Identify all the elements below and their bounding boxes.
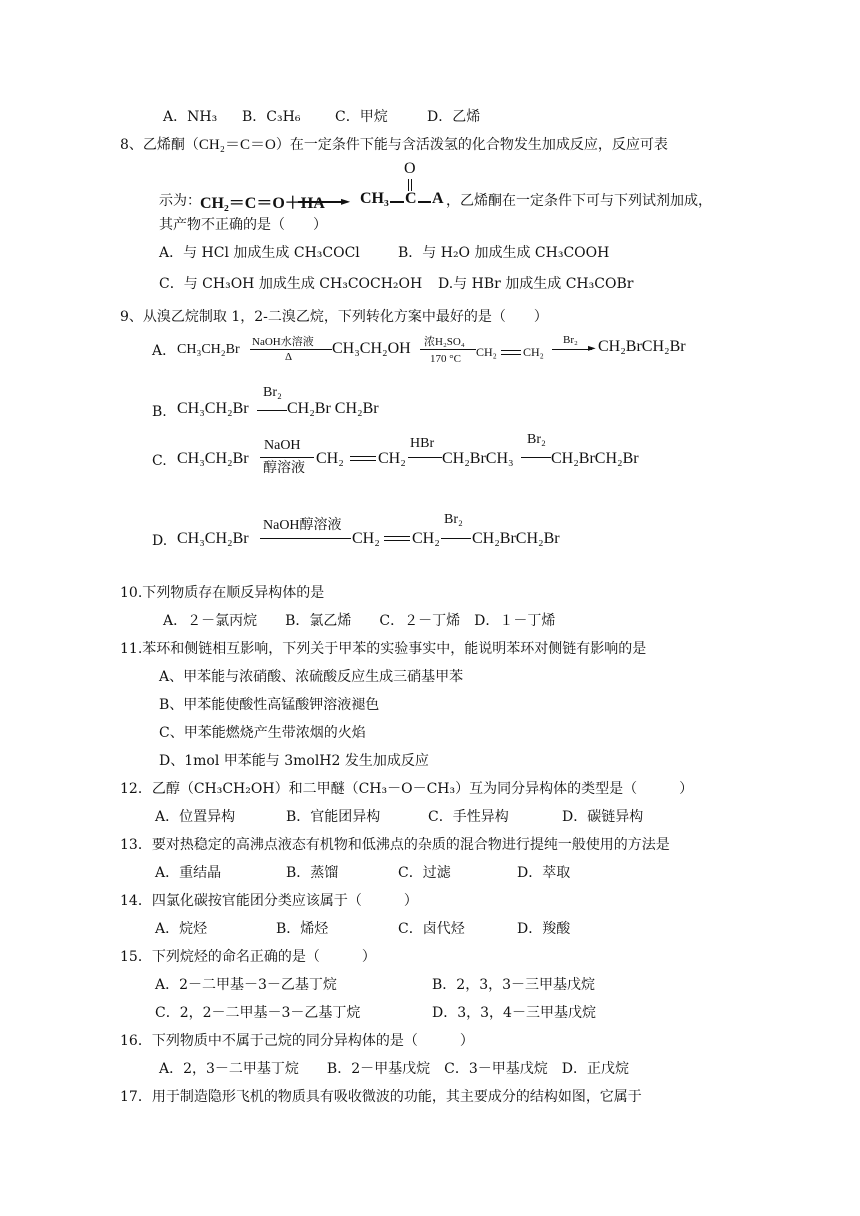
q7-option-a: A．NH₃ [163, 109, 218, 125]
q9-d-product: CH₂BrCH₂Br [472, 530, 560, 547]
q7-option-b: B．C₃H₆ [242, 109, 301, 125]
q9-b-cond1: Br₂ [263, 385, 282, 400]
q9-d-double-bond [384, 536, 410, 541]
q9-a-arrow2 [420, 349, 476, 350]
q9-a-s2: CH₃CH₂OH [332, 340, 411, 357]
q9-a-arrow-head-icon: ► [588, 343, 596, 354]
q8-line2-prefix: 示为： [159, 193, 201, 209]
q14-option-d: D．羧酸 [517, 921, 571, 937]
q13-option-d: D．萃取 [517, 865, 571, 881]
q8-eq-arrow [298, 201, 346, 203]
q12-option-a: A．位置异构 [155, 809, 236, 825]
q9-option-d [0, 512, 860, 557]
q8-eq-a: A [432, 190, 444, 207]
q9-a-cond1: NaOH水溶液 [252, 336, 314, 348]
q8-double-bond-b [411, 179, 413, 191]
q9-c-arrow1 [260, 457, 314, 458]
q9-d-s1: CH₃CH₂Br [177, 530, 249, 547]
q9-d-arrow1 [260, 538, 351, 539]
q8-option-d: D.与 HBr 加成生成 CH₃COBr [438, 276, 634, 292]
q8-double-bond-a [408, 179, 410, 191]
q15-stem: 15．下列烷烃的命名正确的是（ ） [120, 949, 376, 965]
q14-stem: 14．四氯化碳按官能团分类应该属于（ ） [120, 893, 418, 909]
q9-c-arrow2 [408, 457, 442, 458]
q11-option-d: D、1mol 甲苯能与 3molH2 发生加成反应 [159, 753, 429, 769]
q10-options: A．２－氯丙烷 B．氯乙烯 C．２－丁烯 D．１－丁烯 [163, 613, 556, 629]
q11-option-c: C、甲苯能燃烧产生带浓烟的火焰 [159, 725, 366, 741]
q9-c-s2b: CH₂ [378, 450, 406, 467]
q16-stem: 16．下列物质中不属于己烷的同分异构体的是（ ） [120, 1033, 474, 1049]
q9-option-c [0, 432, 860, 477]
q9-stem: 9、从溴乙烷制取 1，2-二溴乙烷，下列转化方案中最好的是（ ） [120, 309, 548, 325]
q9-b-arrow [257, 410, 287, 411]
q9-c-label: C. [152, 453, 167, 469]
q12-option-c: C．手性异构 [428, 809, 509, 825]
q9-option-a [0, 330, 860, 375]
q9-c-cond2: HBr [410, 436, 435, 451]
q9-c-s3: CH₂BrCH₃ [442, 450, 514, 467]
q8-line3: 其产物不正确的是（ ） [159, 217, 327, 233]
q9-a-product: CH₂BrCH₂Br [598, 338, 686, 355]
q8-line2-suffix: ，乙烯酮在一定条件下可与下列试剂加成， [446, 193, 712, 209]
q8-eq-ch3: CH₃ [360, 190, 389, 207]
q15-option-b: B．2，3，3－三甲基戊烷 [432, 977, 596, 993]
q11-option-a: A、甲苯能与浓硝酸、浓硫酸反应生成三硝基甲苯 [159, 669, 464, 685]
q14-option-c: C．卤代烃 [398, 921, 465, 937]
q10-stem: 10.下列物质存在顺反异构体的是 [120, 585, 325, 601]
q9-c-product: CH₂BrCH₂Br [551, 450, 639, 467]
q9-a-cond2: 浓H₂SO₄ [424, 336, 465, 348]
q16-options: A．2，3－二甲基丁烷 B．2－甲基戊烷 C．3－甲基戊烷 D．正戊烷 [159, 1061, 629, 1077]
q8-option-a: A．与 HCl 加成生成 CH₃COCl [159, 245, 360, 261]
q13-option-a: A．重结晶 [155, 865, 222, 881]
q12-option-d: D．碳链异构 [562, 809, 644, 825]
q9-c-arrow3 [521, 457, 551, 458]
q9-a-cond1b: Δ [285, 351, 293, 363]
q12-stem: 12．乙醇（CH₃CH₂OH）和二甲醚（CH₃－O－CH₃）互为同分异构体的类型是（ ） [120, 781, 694, 797]
q8-arrow-head-icon: ► [341, 194, 351, 208]
q8-option-b: B．与 H₂O 加成生成 CH₃COOH [398, 245, 610, 261]
q14-option-b: B．烯烃 [276, 921, 329, 937]
q8-eq-oxygen: O [404, 160, 416, 177]
q15-option-d: D．3，3，4－三甲基戊烷 [432, 1005, 596, 1021]
q9-a-double-bond [501, 350, 521, 355]
q8-bond-2 [418, 201, 431, 203]
q8-stem [120, 136, 668, 154]
q15-option-a: A．2－二甲基－3－乙基丁烷 [155, 977, 337, 993]
q11-stem: 11.苯环和侧链相互影响，下列关于甲苯的实验事实中，能说明苯环对侧链有影响的是 [120, 641, 647, 657]
q9-a-cond2b: 170 °C [430, 353, 461, 365]
q9-d-s2a: CH₂ [352, 530, 380, 547]
q9-a-arrow3 [552, 349, 592, 350]
q13-option-b: B．蒸馏 [286, 865, 339, 881]
q9-option-b [0, 385, 860, 425]
q9-d-s2b: CH₂ [412, 530, 440, 547]
q9-a-label: A． [152, 343, 177, 359]
q15-option-c: C．2，2－二甲基－3－乙基丁烷 [155, 1005, 361, 1021]
q13-stem: 13．要对热稳定的高沸点液态有机物和低沸点的杂质的混合物进行提纯一般使用的方法是 [120, 837, 670, 853]
q11-option-b: B、甲苯能使酸性高锰酸钾溶液褪色 [159, 697, 380, 713]
q9-d-label: D. [152, 533, 168, 549]
q8-option-c: C．与 CH₃OH 加成生成 CH₃COCH₂OH [159, 276, 423, 292]
q8-eq-reactants: CH₂＝C＝O＋HA [200, 195, 325, 212]
q12-option-b: B．官能团异构 [286, 809, 381, 825]
q9-d-cond1: NaOH醇溶液 [263, 518, 342, 533]
q14-option-a: A．烷烃 [155, 921, 208, 937]
q9-c-s2a: CH₂ [316, 450, 344, 467]
q8-stem-end: ）在一定条件下能与含活泼氢的化合物发生加成反应，反应可表 [275, 137, 668, 153]
q8-equation-line [0, 160, 860, 220]
q9-a-s3a: CH₂ [476, 345, 497, 359]
q9-d-cond2: Br₂ [444, 512, 463, 527]
q9-c-cond1: NaOH [264, 438, 301, 453]
q9-c-s1: CH₃CH₂Br [177, 450, 249, 467]
q17-stem: 17．用于制造隐形飞机的物质具有吸收微波的功能，其主要成分的结构如图，它属于 [120, 1089, 642, 1105]
q13-option-c: C．过滤 [398, 865, 451, 881]
q7-option-c: C．甲烷 [335, 109, 388, 125]
q9-b-label: B. [152, 404, 167, 420]
q9-c-cond3: Br₂ [527, 432, 546, 447]
q9-c-cond1b: 醇溶液 [263, 460, 305, 476]
q9-b-product: CH₂Br CH₂Br [287, 400, 379, 417]
q9-c-double-bond [350, 456, 376, 461]
q9-a-s3b: CH₂ [523, 345, 544, 359]
q9-b-s1: CH₃CH₂Br [177, 400, 249, 417]
q8-eq-c: C [405, 190, 417, 207]
q8-bond-1 [390, 201, 404, 203]
q8-formula: CH₂＝C＝O [198, 137, 276, 153]
q9-a-cond3: Br₂ [563, 334, 578, 346]
q7-option-d: D．乙烯 [427, 109, 481, 125]
q9-a-s1: CH₃CH₂Br [177, 342, 240, 357]
q8-stem-start: 8、乙烯酮（ [120, 137, 199, 153]
q9-d-arrow2 [441, 538, 471, 539]
q9-a-arrow1 [250, 349, 332, 350]
